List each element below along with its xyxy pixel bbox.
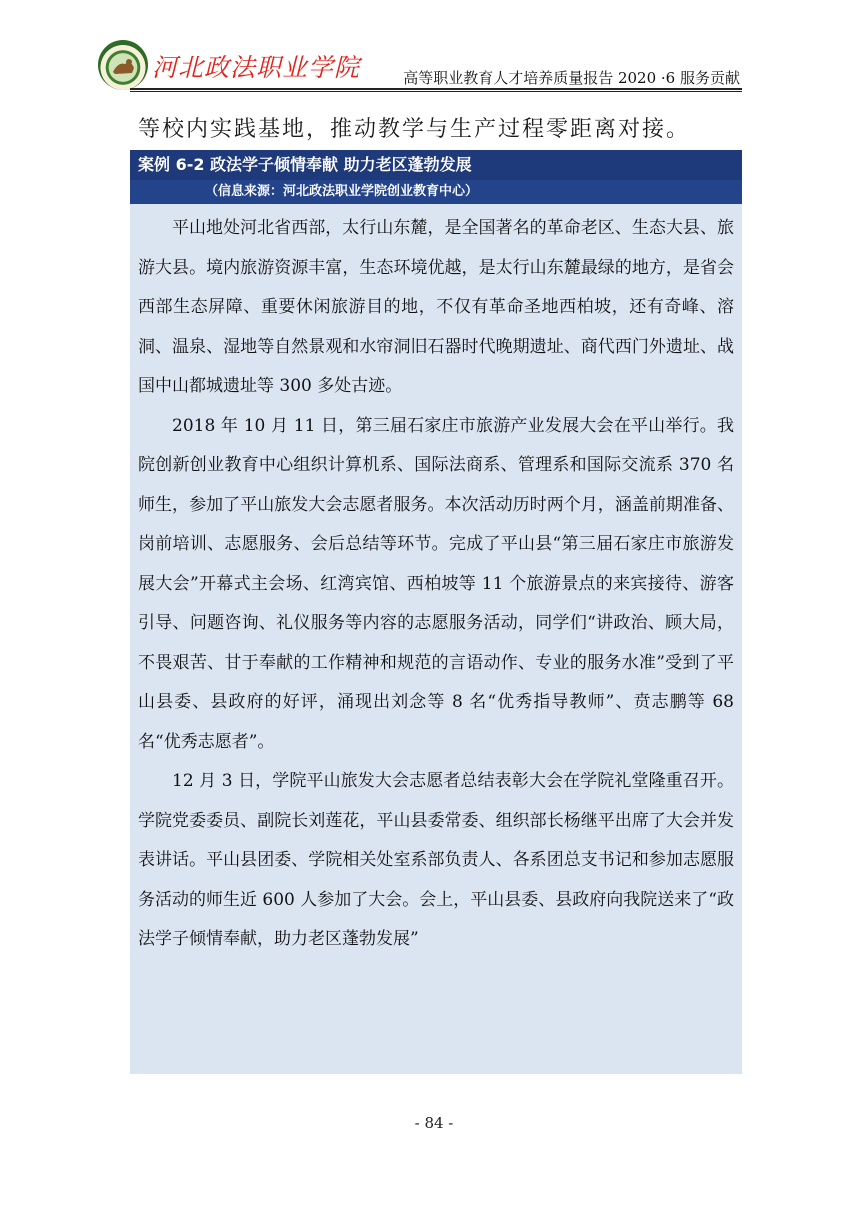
case-source: （信息来源：河北政法职业学院创业教育中心） xyxy=(130,180,742,204)
case-paragraph-1: 平山地处河北省西部，太行山东麓，是全国著名的革命老区、生态大县、旅游大县。境内旅游资源丰富，生态环境优越，是太行山东麓最绿的地方，是省会西部生态屏障、重要休闲旅游目的地，不仅有革命圣地西柏坡，还有奇峰、溶洞、温泉、湿地等自然景观和水帘洞旧石器时代晚期遗址、商代西门外遗址、战国中山都城遗址等 300 多处古迹。 xyxy=(138,218,734,396)
case-body xyxy=(130,209,742,960)
case-paragraph-3: 12 月 3 日，学院平山旅发大会志愿者总结表彰大会在学院礼堂隆重召开。学院党委委员、副院长刘莲花，平山县委常委、组织部长杨继平出席了大会并发表讲话。平山县团委、学院相关处室系部负责人、各系团总支书记和参加志愿服务活动的师生近 600 人参加了大会。会上，平山县委、县政府向我院送来了“政法学子倾情奉献，助力老区蓬勃发展” xyxy=(138,771,734,949)
school-emblem-icon xyxy=(98,40,148,90)
page-number: - 84 - xyxy=(414,1114,454,1132)
report-title: 高等职业教育人才培养质量报告 2020 ·6 服务贡献 xyxy=(403,69,740,87)
case-paragraph-2: 2018 年 10 月 11 日，第三届石家庄市旅游产业发展大会在平山举行。我院创新创业教育中心组织计算机系、国际法商系、管理系和国际交流系 370 名师生，参加了平山旅发大会志愿者服务。本次活动历时两个月，涵盖前期准备、岗前培训、志愿服务、会后总结等环节。完成了平山县“第三届石家庄市旅游发展大会”开幕式主会场、红湾宾馆、西柏坡等 11 个旅游景点的来宾接待、游客引导、问题咨询、礼仪服务等内容的志愿服务活动，同学们“讲政治、顾大局，不畏艰苦、甘于奉献的工作精神和规范的言语动作、专业的服务水准”受到了平山县委、县政府的好评，涌现出刘念等 8 名“优秀指导教师”、贲志鹏等 68 名“优秀志愿者”。 xyxy=(138,415,734,752)
case-box xyxy=(130,150,742,1074)
header-divider xyxy=(130,88,742,90)
lead-line: 等校内实践基地，推动教学与生产过程零距离对接。 xyxy=(138,117,691,142)
school-name: 河北政法职业学院 xyxy=(152,53,361,82)
header-divider-thin xyxy=(130,91,742,92)
case-title: 案例 6-2 政法学子倾情奉献 助力老区蓬勃发展 xyxy=(130,150,742,180)
